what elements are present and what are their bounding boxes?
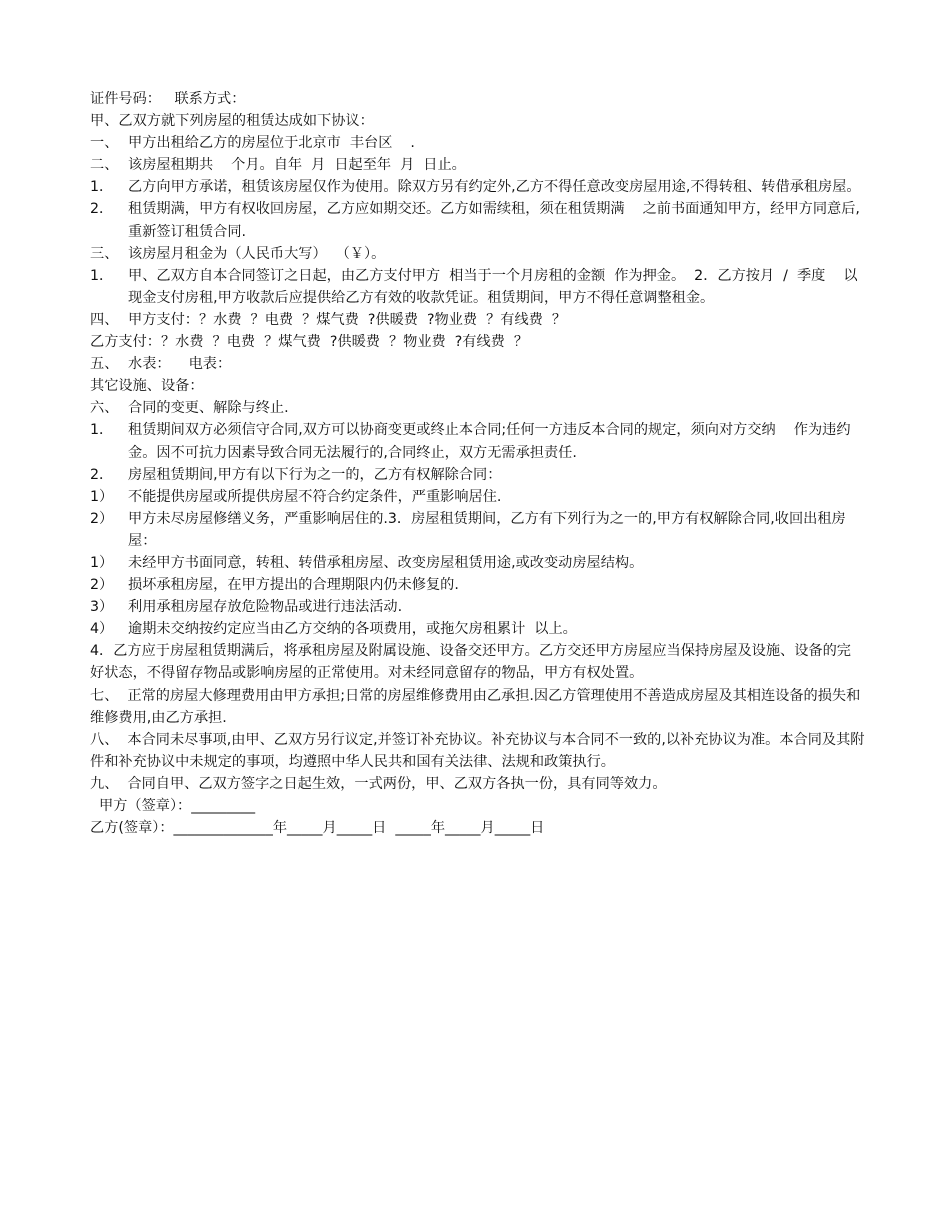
clause-text: 逾期未交纳按约定应当由乙方交纳的各项费用，或拖欠房租累计 以上。: [128, 621, 577, 638]
clause-3-sub-1: [90, 265, 865, 309]
clause-text: 损坏承租房屋，在甲方提出的合理期限内仍未修复的.: [128, 577, 459, 594]
clause-text: 该房屋月租金为（人民币大写） （￥）。: [128, 245, 386, 262]
clause-text: 租赁期间双方必须信守合同,双方可以协商变更或终止本合同;任何一方违反本合同的规定，须向对方交纳 作为违约金。因不可抗力因素导致合同无法履行的,合同终止，双方无需承担责任.: [128, 422, 851, 461]
clause-text: 甲方支付：？水费 ？电费 ？煤气费 ?供暖费 ?物业费 ？有线费 ？: [128, 311, 567, 328]
clause-6-sub-3-item-3: [90, 596, 865, 618]
id-contact-line: 证件号码： 联系方式：: [90, 91, 246, 107]
clause-text: 不能提供房屋或所提供房屋不符合约定条件，严重影响居住.: [128, 488, 502, 505]
clause-number: 4）: [90, 621, 114, 638]
other-facilities-line: 其它设施、设备：: [90, 378, 204, 395]
party-a-signature-line: 甲方（签章）：_________: [90, 798, 256, 814]
clause-text: 租赁期满，甲方有权收回房屋，乙方应如期交还。乙方如需续租，须在租赁期满 之前书面通知甲方，经甲方同意后,重新签订租赁合同.: [128, 201, 860, 240]
clause-number: 二、: [90, 157, 119, 174]
clause-6-sub-4-return: 4．乙方应于房屋租赁期满后，将承租房屋及附属设施、设备交还甲方。乙方交还甲方房屋应当保持房屋及设施、设备的完好状态，不得留存物品或影响房屋的正常使用。对未经同意留存的物品，甲方有权处置。: [90, 643, 851, 682]
clause-6-sub-3-item-2: [90, 574, 865, 596]
clause-2-term: [90, 154, 865, 176]
intro-line: 甲、乙双方就下列房屋的租赁达成如下协议：: [90, 113, 374, 130]
clause-number: 2．: [90, 201, 114, 218]
clause-text: 该房屋租期共 个月。自年 月 日起至年 月 日止。: [128, 157, 466, 174]
clause-text: 房屋租赁期间,甲方有以下行为之一的，乙方有权解除合同：: [128, 466, 502, 483]
clause-6-sub-3-item-1: [90, 552, 865, 574]
party-b-signature-date-line: 乙方(签章）：______________年_____月_____日 _____年_____月_____日: [90, 820, 545, 837]
clause-6-sub-2-item-1: [90, 486, 865, 508]
clause-number: 2）: [90, 510, 114, 527]
clause-text: 水表： 电表：: [128, 356, 232, 373]
clause-number: 1．: [90, 422, 114, 439]
clause-number: 2）: [90, 577, 114, 594]
clause-text: 甲方未尽房屋修缮义务，严重影响居住的.3．房屋租赁期间，乙方有下列行为之一的,甲方有权解除合同,收回出租房屋：: [128, 510, 846, 549]
clause-8-supplementary: 八、 本合同未尽事项,由甲、乙双方另行议定,并签订补充协议。补充协议与本合同不一致的,以补充协议为准。本合同及其附件和补充协议中未规定的事项，均遵照中华人民共和国有关法律、法规和政策执行。: [90, 731, 865, 770]
clause-number: 3）: [90, 599, 114, 616]
clause-2-sub-1: [90, 176, 865, 198]
clause-text: 合同的变更、解除与终止.: [128, 400, 289, 417]
clause-text: 甲方出租给乙方的房屋位于北京市 丰台区 .: [128, 135, 415, 152]
clause-text: 利用承租房屋存放危险物品或进行违法活动.: [128, 599, 403, 616]
clause-number: 五、: [90, 356, 119, 373]
clause-text: 未经甲方书面同意，转租、转借承租房屋、改变房屋租赁用途,或改变动房屋结构。: [128, 554, 644, 571]
clause-3-rent: [90, 243, 865, 265]
contract-document: [90, 88, 865, 839]
clause-number: 四、: [90, 311, 119, 328]
clause-6-sub-2: [90, 464, 865, 486]
clause-number: 一、: [90, 135, 119, 152]
party-b-pays-line: 乙方支付：？水费 ？电费 ？煤气费 ?供暖费 ？物业费 ?有线费 ？: [90, 334, 529, 351]
clause-number: 1）: [90, 488, 114, 505]
clause-2-sub-2: [90, 198, 865, 242]
clause-6-termination: [90, 397, 865, 419]
clause-4-party-a-pays: [90, 309, 865, 331]
clause-number: 1．: [90, 179, 114, 196]
clause-text: 乙方向甲方承诺，租赁该房屋仅作为使用。除双方另有约定外,乙方不得任意改变房屋用途,不得转租、转借承租房屋。: [128, 179, 861, 196]
clause-1-location: [90, 132, 865, 154]
clause-text: 甲、乙双方自本合同签订之日起，由乙方支付甲方 相当于一个月房租的金额 作为押金。 2．乙方按月 / 季度 以现金支付房租,甲方收款后应提供给乙方有效的收款凭证。租赁期间，甲方不得任意调整租金。: [128, 267, 858, 306]
clause-5-meters: [90, 353, 865, 375]
clause-number: 六、: [90, 400, 119, 417]
clause-number: 1）: [90, 554, 114, 571]
clause-7-repairs: 七、 正常的房屋大修理费用由甲方承担;日常的房屋维修费用由乙承担.因乙方管理使用不善造成房屋及其相连设备的损失和维修费用,由乙方承担.: [90, 687, 861, 726]
clause-6-sub-2-item-2: [90, 508, 865, 552]
clause-number: 1．: [90, 267, 114, 284]
clause-9-effect: 九、 合同自甲、乙双方签字之日起生效，一式两份，甲、乙双方各执一份，具有同等效力。: [90, 775, 667, 792]
clause-number: 三、: [90, 245, 119, 262]
clause-6-sub-1: [90, 419, 865, 463]
clause-number: 2．: [90, 466, 114, 483]
clause-6-sub-3-item-4: [90, 618, 865, 640]
